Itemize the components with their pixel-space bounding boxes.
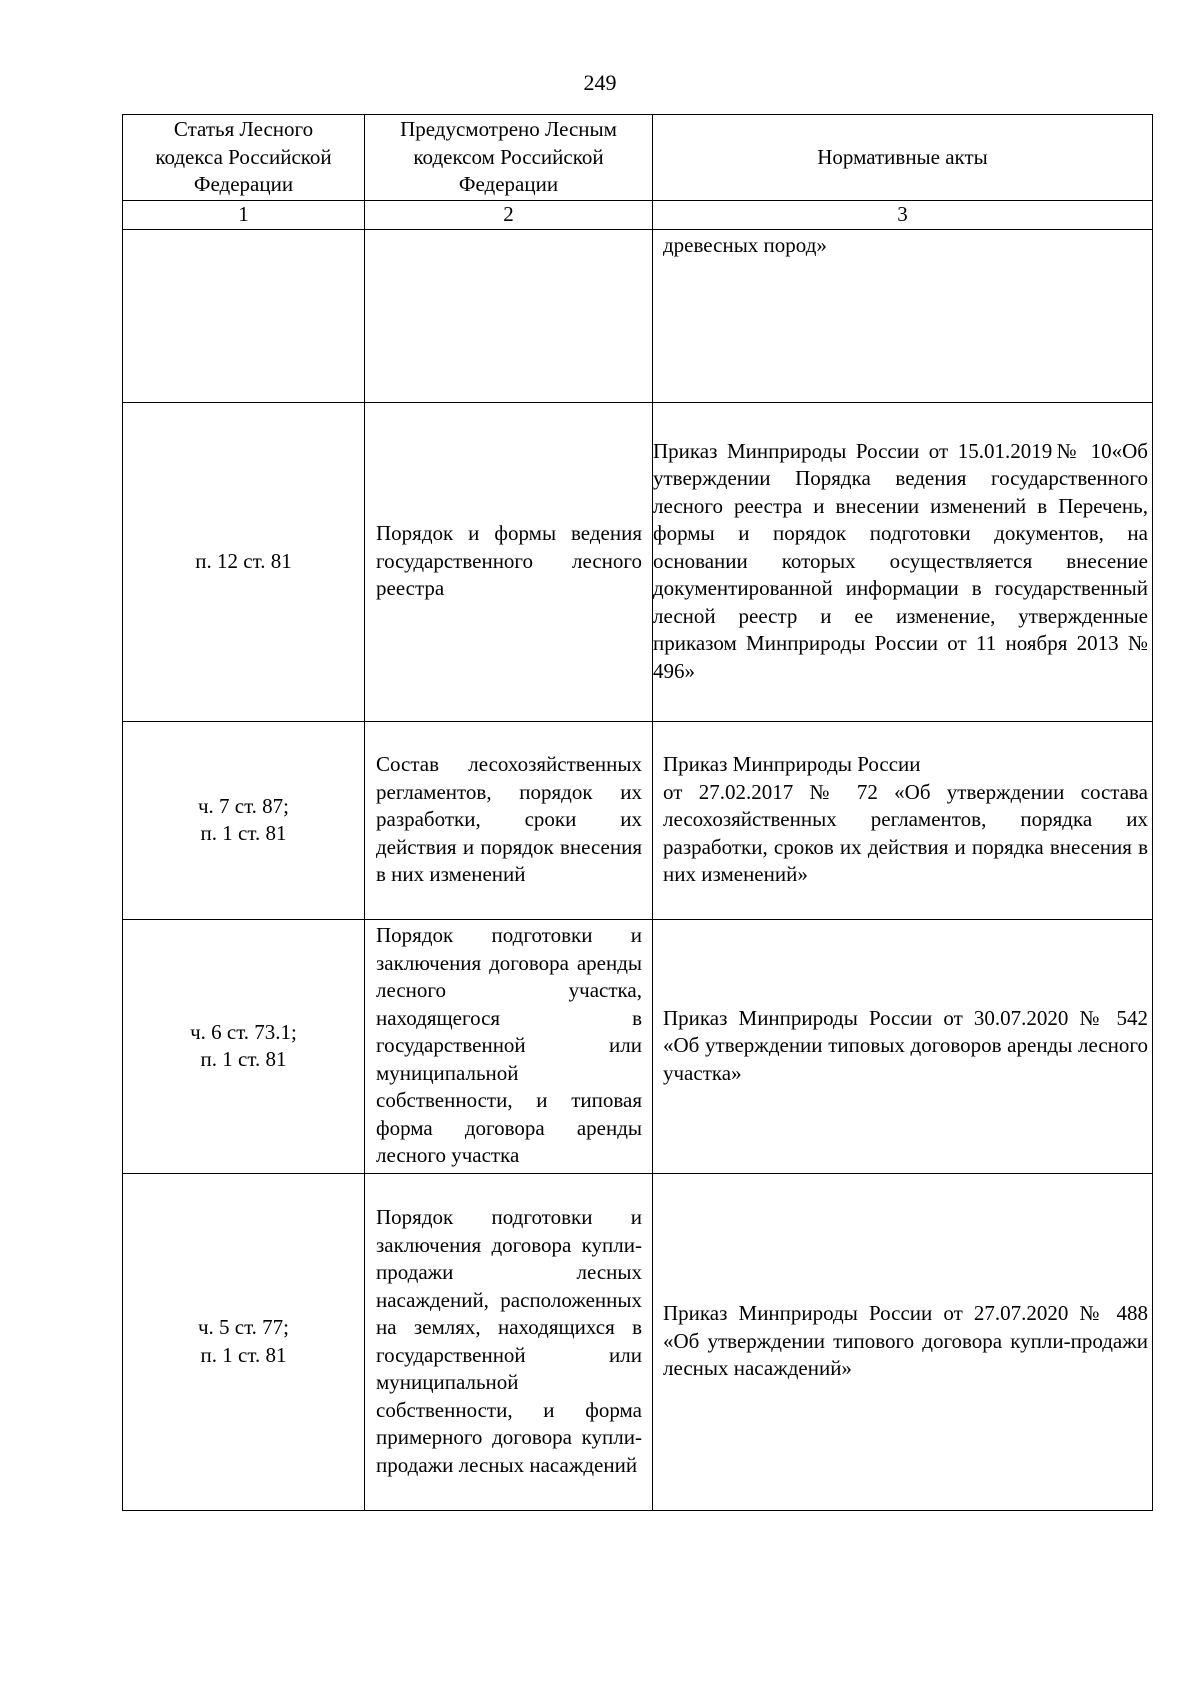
provision-cell: Порядок и формы ведения государственного лесного реестра: [365, 402, 653, 721]
column-number: 2: [365, 201, 653, 230]
table-row: [123, 402, 1153, 721]
table-row: [123, 229, 1153, 402]
regulations-table: [122, 114, 1153, 1511]
provision-cell: Порядок подготовки и заключения договора купли-продажи лесных насаждений, расположенных на землях, находящихся в государственной или муниципальной собственности, и форма примерного договора купли-продажи лесных насаждений: [365, 1173, 653, 1510]
article-cell: ч. 7 ст. 87; п. 1 ст. 81: [123, 721, 365, 919]
article-cell: п. 12 ст. 81: [123, 402, 365, 721]
provision-cell: [365, 229, 653, 402]
column-number-row: [123, 201, 1153, 230]
act-cell: Приказ Минприроды России от 27.02.2017 № 72 «Об утверждении состава лесохозяйственных регламентов, порядка их разработки, сроков их действия и порядка внесения в них изменений»: [653, 721, 1153, 919]
article-cell: [123, 229, 365, 402]
act-cell: древесных пород»: [653, 229, 1153, 402]
provision-cell: Состав лесохозяйственных регламентов, порядок их разработки, сроки их действия и порядок внесения в них изменений: [365, 721, 653, 919]
column-number: 1: [123, 201, 365, 230]
provision-cell: Порядок подготовки и заключения договора аренды лесного участка, находящегося в государственной или муниципальной собственности, и типовая форма договора аренды лесного участка: [365, 919, 653, 1173]
table-header-row: [123, 115, 1153, 201]
header-article: Статья Лесного кодекса Российской Федерации: [123, 115, 365, 201]
table-row: [123, 721, 1153, 919]
table-row: [123, 919, 1153, 1173]
page-number: 249: [583, 70, 617, 95]
article-cell: ч. 5 ст. 77; п. 1 ст. 81: [123, 1173, 365, 1510]
column-number: 3: [653, 201, 1153, 230]
act-cell: Приказ Минприроды России от 27.07.2020 № 488 «Об утверждении типового договора купли-продажи лесных насаждений»: [653, 1173, 1153, 1510]
header-provision: Предусмотрено Лесным кодексом Российской Федерации: [365, 115, 653, 201]
table-row: [123, 1173, 1153, 1510]
act-cell: Приказ Минприроды России от 15.01.2019№ 10«Об утверждении Порядка ведения государственного лесного реестра и внесении изменений в Перечень, формы и порядок подготовки документов, на основании которых осуществляется внесение документированной информации в государственный лесной реестр и ее изменение, утвержденные приказом Минприроды России от 11 ноября 2013 № 496»: [653, 402, 1153, 721]
act-cell: Приказ Минприроды России от 30.07.2020 № 542 «Об утверждении типовых договоров аренды лесного участка»: [653, 919, 1153, 1173]
article-cell: ч. 6 ст. 73.1; п. 1 ст. 81: [123, 919, 365, 1173]
header-acts: Нормативные акты: [653, 115, 1153, 201]
